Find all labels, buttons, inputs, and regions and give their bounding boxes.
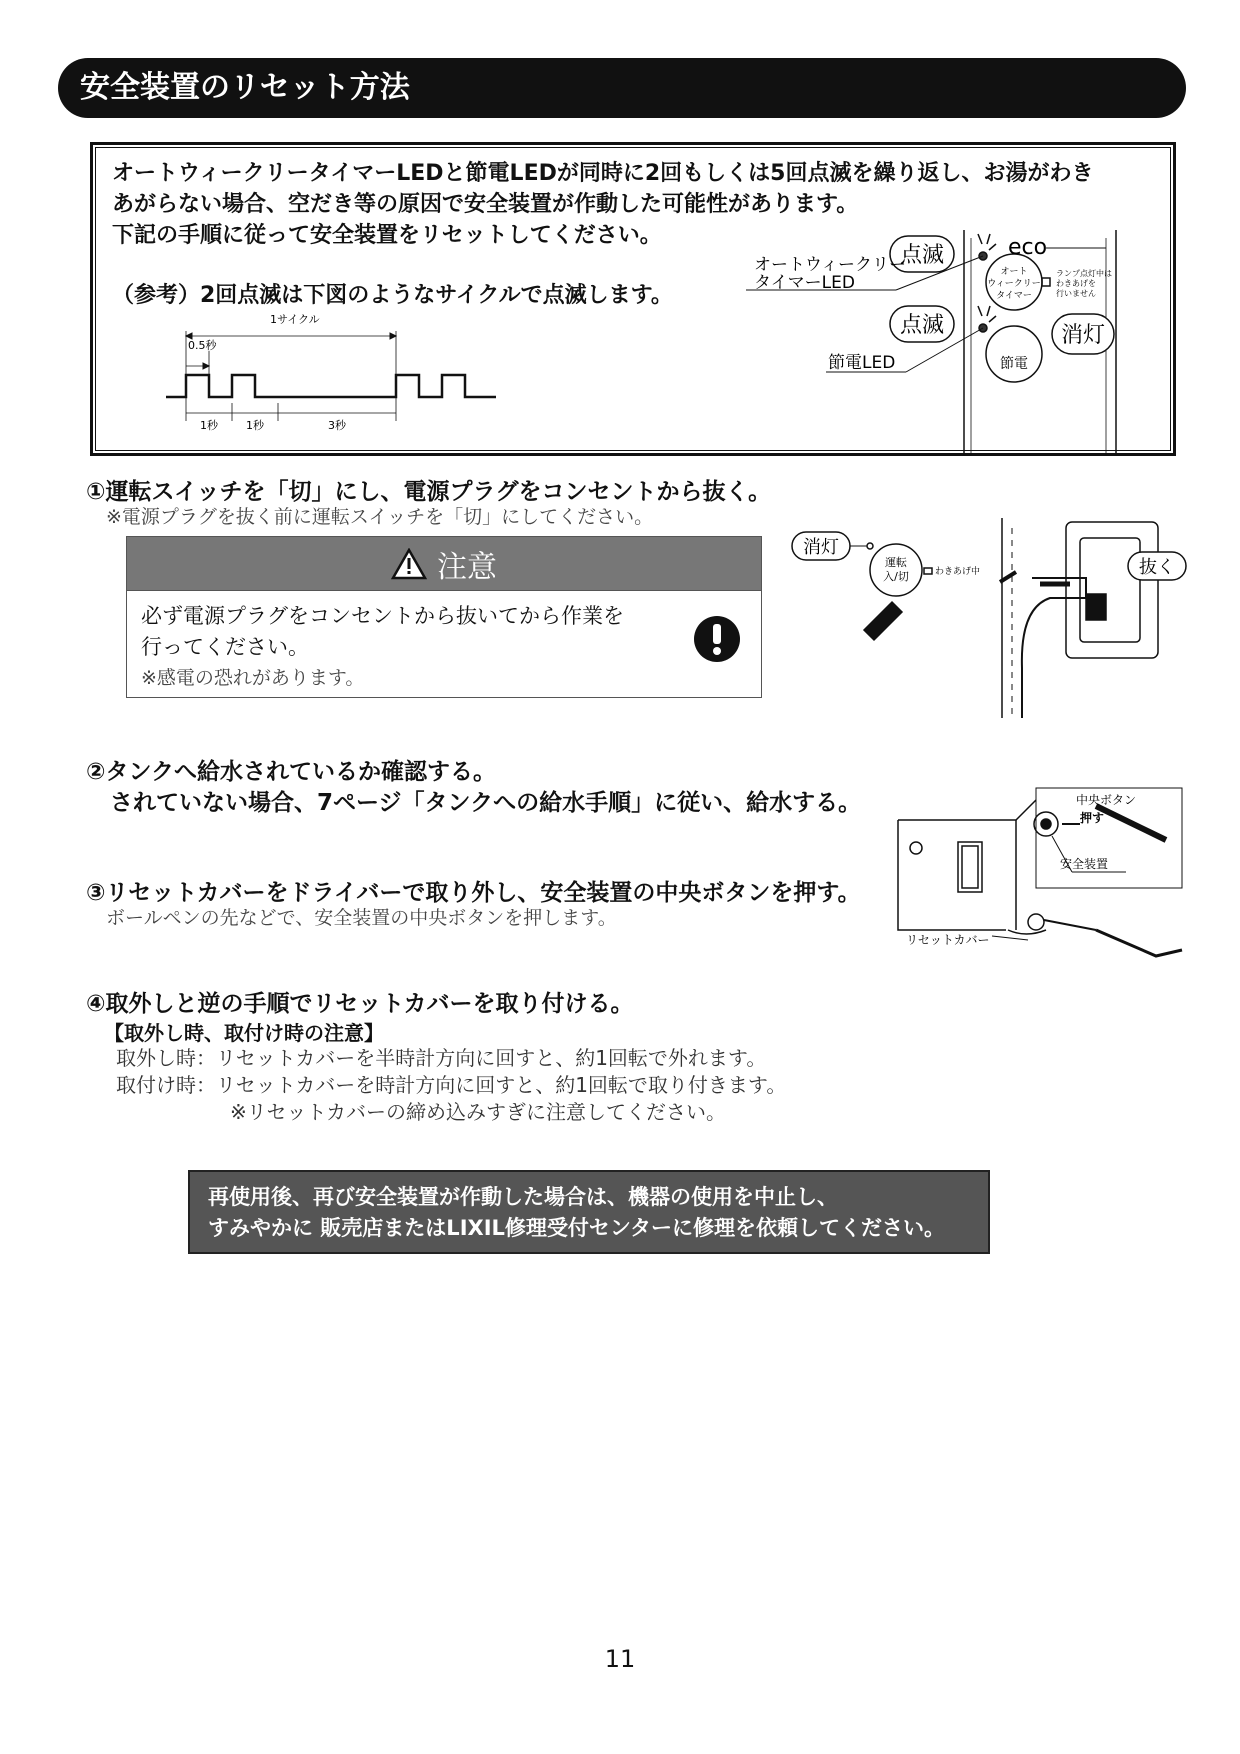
blink-timing-diagram [166, 303, 506, 433]
caution-sub: ※感電の恐れがあります。 [141, 667, 365, 689]
repair-notice [188, 1170, 990, 1254]
caution-line-2: 行ってください。 [141, 635, 309, 659]
safety-device-label: 安全装置 [1060, 857, 1109, 871]
step-1-heading: ①運転スイッチを「切」にし、電源プラグをコンセントから抜く。 [86, 479, 772, 505]
timer-button-label-3: タイマー [996, 291, 1032, 301]
switch-label-2: 入/切 [883, 570, 909, 583]
page-title: 安全装置のリセット方法 [58, 58, 1186, 118]
step-2-line-2: されていない場合、7ページ「タンクへの給水手順」に従い、給水する。 [110, 790, 862, 816]
center-button-label: 中央ボタン [1076, 793, 1137, 807]
lamp-note-2: わきあげを [1056, 279, 1096, 288]
heating-label: わきあげ中 [935, 567, 981, 577]
step-3-heading: ③リセットカバーをドライバーで取り外し、安全装置の中央ボタンを押す。 [86, 880, 861, 906]
plug-removal-illustration [790, 518, 1200, 718]
caution-header [127, 537, 761, 591]
info-line-3: 下記の手順に従って安全装置をリセットしてください。 [112, 223, 662, 248]
step-2-heading: ②タンクへ給水されているか確認する。 [86, 759, 497, 785]
reset-cover-label: リセットカバー [906, 933, 990, 947]
info-line-1: オートウィークリータイマーLEDと節電LEDが同時に2回もしくは5回点滅を繰り返し、お湯がわき [112, 161, 1094, 186]
lamp-note-3: 行いません [1056, 289, 1096, 298]
step-1-note: ※電源プラグを抜く前に運転スイッチを「切」にしてください。 [106, 506, 654, 528]
off-label: 消灯 [1060, 323, 1106, 348]
fig-off-label: 消灯 [803, 537, 839, 558]
step-4-heading: ④取外しと逆の手順でリセットカバーを取り付ける。 [86, 991, 634, 1017]
caution-box [126, 536, 762, 698]
timer-led-label-2: タイマーLED [754, 273, 855, 293]
interval-label-2: 1秒 [246, 419, 264, 432]
caution-title: 注意 [437, 549, 497, 585]
step-4-remove: 取外し時：リセットカバーを半時計方向に回すと、約1回転で外れます。 [116, 1046, 767, 1070]
push-label: 押す [1080, 811, 1105, 825]
pull-label: 抜く [1139, 557, 1175, 578]
save-led-label: 節電LED [828, 353, 896, 373]
control-panel-illustration [746, 230, 1166, 460]
blink-label-1: 点滅 [899, 243, 945, 268]
page-number: 11 [604, 1645, 636, 1673]
step-3-note: ボールペンの先などで、安全装置の中央ボタンを押します。 [106, 907, 617, 929]
repair-notice-line-2: すみやかに 販売店またはLIXIL修理受付センターに修理を依頼してください。 [208, 1216, 946, 1240]
timer-button-label-2: ウィークリー [987, 279, 1041, 289]
reference-text: （参考）2回点滅は下図のようなサイクルで点滅します。 [112, 283, 673, 308]
blink-label-2: 点滅 [899, 313, 945, 338]
caution-line-1: 必ず電源プラグをコンセントから抜いてから作業を [141, 604, 624, 628]
repair-notice-line-1: 再使用後、再び安全装置が作動した場合は、機器の使用を中止し、 [208, 1185, 838, 1209]
timer-led-label-1: オートウィークリー [754, 255, 906, 275]
reset-cover-illustration [896, 780, 1192, 972]
interval-label-1: 1秒 [200, 419, 218, 432]
caution-body [127, 591, 761, 704]
info-line-2: あがらない場合、空だき等の原因で安全装置が作動した可能性があります。 [112, 192, 859, 217]
info-box [90, 142, 1176, 456]
step-4-attach: 取付け時：リセットカバーを時計方向に回すと、約1回転で取り付きます。 [116, 1073, 787, 1097]
warning-triangle-icon [391, 548, 427, 580]
cycle-label: 1サイクル [270, 313, 320, 326]
interval-label-3: 3秒 [328, 419, 346, 432]
save-button-label: 節電 [1000, 356, 1028, 372]
exclamation-icon [693, 615, 741, 663]
pulse-label: 0.5秒 [188, 339, 217, 352]
timer-button-label-1: オート [1000, 267, 1028, 277]
lamp-note-1: ランプ点灯中は [1056, 269, 1112, 278]
step-4-note: ※リセットカバーの締め込みすぎに注意してください。 [230, 1100, 726, 1124]
eco-label: eco [1008, 235, 1048, 260]
switch-label-1: 運転 [885, 556, 907, 569]
step-4-sub-heading: 【取外し時、取付け時の注意】 [104, 1021, 384, 1045]
